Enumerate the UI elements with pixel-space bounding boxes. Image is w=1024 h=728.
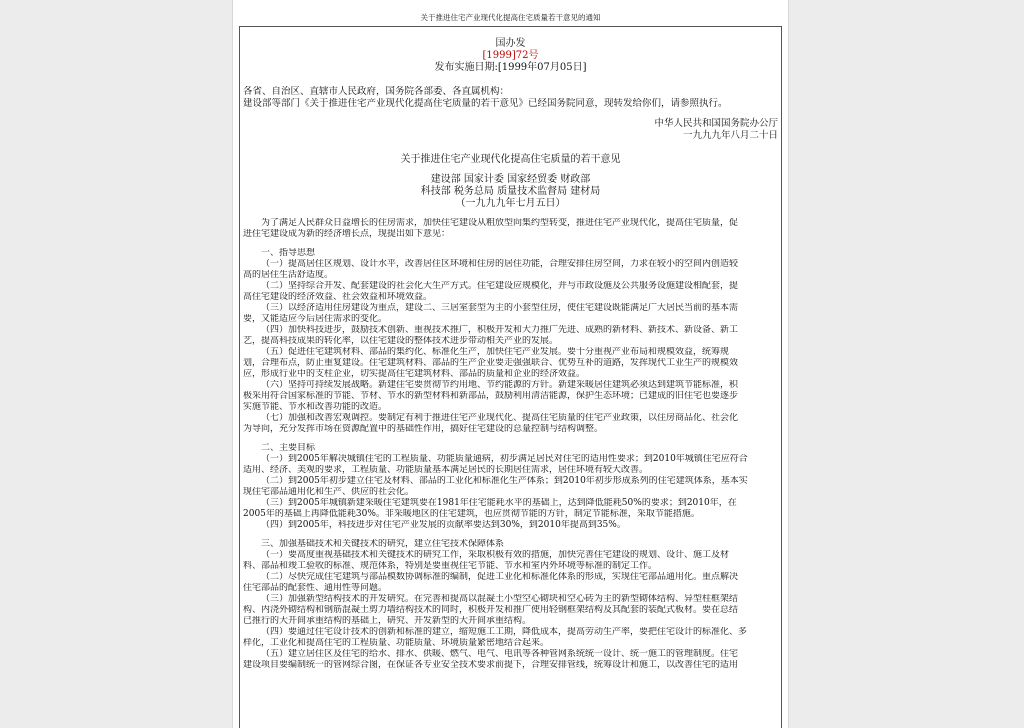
issuing-departments-2: 科技部 税务总局 质量技术监督局 建材局 — [420, 186, 601, 197]
intro-line: 进住宅建设成为新的经济增长点，现提出如下意见： — [243, 229, 451, 239]
document-number: [1999]72号 — [482, 50, 539, 61]
paragraph-line: （三）到2005年城镇新建采暖住宅建筑要在1981年住宅能耗水平的基础上，达到降低能耗50%的要求；到2010年，在 — [261, 498, 737, 508]
paragraph-line: 为导向，充分发挥市场在资源配置中的基础性作用，搞好住宅建设的总量控制与结构调整。 — [243, 424, 604, 434]
paragraph-line: 构、内浇外砌结构和钢筋混凝土剪力墙结构技术的同时，积极开发和推广使用轻钢框架结构及其配套的装配式板材。要在总结 — [243, 605, 739, 615]
paragraph-line: （四）要通过住宅设计技术的创新和标准的建立，缩短施工工期，降低成本，提高劳动生产率，要把住宅设计的标准化、多 — [261, 627, 748, 637]
paragraph-line: （三）以经济适用住房建设为重点，建设二、三居室套型为主的小套型住房，使住宅建设既能满足广大居民当前的基本需 — [261, 303, 739, 313]
paragraph-line: （四）加快科技进步，鼓励技术创新、重视技术推广，积极开发和大力推广先进、成熟的新材料、新技术、新设备、新工 — [261, 325, 739, 335]
forward-notice: 建设部等部门《关于推进住宅产业现代化提高住宅质量的若干意见》已经国务院同意，现转发给你们，请参照执行。 — [243, 98, 728, 109]
paragraph-line: （六）坚持可持续发展战略。新建住宅要贯彻节约用地、节约能源的方针。新建采暖居住建筑必须达到建筑节能标准，积 — [261, 380, 739, 390]
issuing-departments-1: 建设部 国家计委 国家经贸委 财政部 — [430, 174, 591, 185]
running-header: 关于推进住宅产业现代化提高住宅质量若干意见的通知 — [420, 13, 601, 22]
paragraph-line: （一）到2005年解决城镇住宅的工程质量、功能质量通病，初步满足居民对住宅的适用性要求；到2010年城镇住宅应符合 — [261, 454, 748, 464]
paragraph-line: 样化，工业化和提高住宅的工程质量、功能质量、环境质量紧密地结合起来。 — [243, 638, 550, 648]
paragraph-line: 2005年的基础上再降低能耗30%。非采暖地区的住宅建筑，也应贯彻节能的方针，制定节能标准，采取节能措施。 — [243, 509, 700, 519]
paragraph-line: （五）促进住宅建筑材料、部品的集约化、标准化生产，加快住宅产业发展。要十分重视产业布局和规模效益，统筹规 — [261, 347, 730, 357]
paragraph-line: （一）要高度重视基础技术和关键技术的研究工作，采取积极有效的措施，加快完善住宅建设的规划、设计、施工及材 — [261, 550, 730, 560]
paragraph-line: （七）加强和改善宏观调控。要制定有利于推进住宅产业现代化、提高住宅质量的住宅产业政策，以住房商品化、社会化 — [261, 413, 739, 423]
signing-date: 一九九九年八月二十日 — [682, 130, 778, 141]
paragraph-line: 极采用符合国家标准的节能、节材、节水的新型材料和新部品，鼓励利用清洁能源，保护生态环境；已建成的旧住宅也要逐步 — [243, 391, 739, 401]
sections — [243, 240, 778, 671]
paragraph-line: 高住宅建设的经济效益、社会效益和环境效益。 — [243, 292, 433, 302]
paragraph-line: （三）加强新型结构技术的开发研究。在完善和提高以混凝土小型空心砌块和空心砖为主的新型砌体结构、异型柱框架结 — [261, 594, 739, 604]
paragraph-line: 料、部品和竣工验收的标准、规范体系，特别是要重视住宅节能、节水和室内外环境等标准的制定工作。 — [243, 561, 658, 571]
paragraph-line: （一）提高居住区规划、设计水平，改善居住区环境和住房的居住功能，合理安排住房空间，力求在较小的空间内创造较 — [261, 259, 739, 269]
paragraph-line: 实施节能、节水和改善功能的改造。 — [243, 402, 388, 412]
signing-office: 中华人民共和国国务院办公厅 — [654, 118, 778, 129]
paragraph-line: （四）到2005年，科技进步对住宅产业发展的贡献率要达到30%，到2010年提高到35%。 — [261, 520, 626, 530]
section-heading: 三、加强基础技术和关键技术的研究，建立住宅技术保障体系 — [261, 539, 505, 549]
paragraph-line: （二）尽快完成住宅建筑与部品模数协调标准的编制，促进工业化和标准化体系的形成，实现住宅部品通用化。重点解决 — [261, 572, 739, 582]
paragraph-line: （二）坚持综合开发、配套建设的社会化大生产方式。住宅建设应规模化，并与市政设施及公共服务设施建设相配套，提 — [261, 281, 739, 291]
addressees: 各省、自治区、直辖市人民政府，国务院各部委、各直属机构： — [243, 86, 510, 97]
paragraph-line: 应，形成行业中的支柱企业，切实提高住宅建筑材料、部品的质量和企业的经济效益。 — [243, 369, 586, 379]
section-heading: 二、主要目标 — [261, 443, 316, 453]
paragraph-line: 艺，提高科技成果的转化率，以住宅建设的整体技术进步带动相关产业的发展。 — [243, 336, 559, 346]
issue-date: 发布实施日期:[1999年07月05日] — [434, 62, 587, 73]
paragraph-line: 住宅部品的配套性、通用性等问题。 — [243, 583, 388, 593]
paragraph-line: 适用、经济、美观的要求，工程质量、功能质量基本满足居民的长期居住需求，居住环境有较大改善。 — [243, 465, 649, 475]
paragraph-line: 高的居住生活舒适度。 — [243, 270, 334, 280]
document-page — [232, 0, 789, 728]
opinion-title: 关于推进住宅产业现代化提高住宅质量的若干意见 — [400, 154, 621, 165]
paragraph-line: 现住宅部品通用化和生产、供应的社会化。 — [243, 487, 415, 497]
paragraph-line: 划，合理布点，防止重复建设。住宅建筑材料、部品的生产企业要走强强联合、优势互补的道路，发挥现代工业生产的规模效 — [243, 358, 739, 368]
paragraph-line: 建设项目要编制统一的管网综合图，在保证各专业安全技术要求前提下，合理安排管线，统筹设计和施工，以改善住宅的适用 — [243, 660, 739, 670]
paragraph-line: （五）建立居住区及住宅的给水、排水、供暖、燃气、电气、电讯等各种管网系统统一设计、统一施工的管理制度。住宅 — [261, 649, 739, 659]
document-body — [243, 38, 778, 671]
paragraph-line: 已推行的大开间承重结构的基础上，研究、开发新型的大开间承重结构。 — [243, 616, 532, 626]
paragraph-line: 要，又能适应今后居住需求的变化。 — [243, 314, 388, 324]
issuer: 国办发 — [495, 38, 526, 49]
section-heading: 一、指导思想 — [261, 248, 316, 258]
opinion-date: （一九九九年七月五日） — [455, 198, 566, 209]
intro-line: 为了满足人民群众日益增长的住房需求，加快住宅建设从粗放型向集约型转变，推进住宅产业现代化，提高住宅质量，促 — [261, 218, 739, 228]
paragraph-line: （二）到2005年初步建立住宅及材料、部品的工业化和标准化生产体系；到2010年初步形成系列的住宅建筑体系，基本实 — [261, 476, 748, 486]
